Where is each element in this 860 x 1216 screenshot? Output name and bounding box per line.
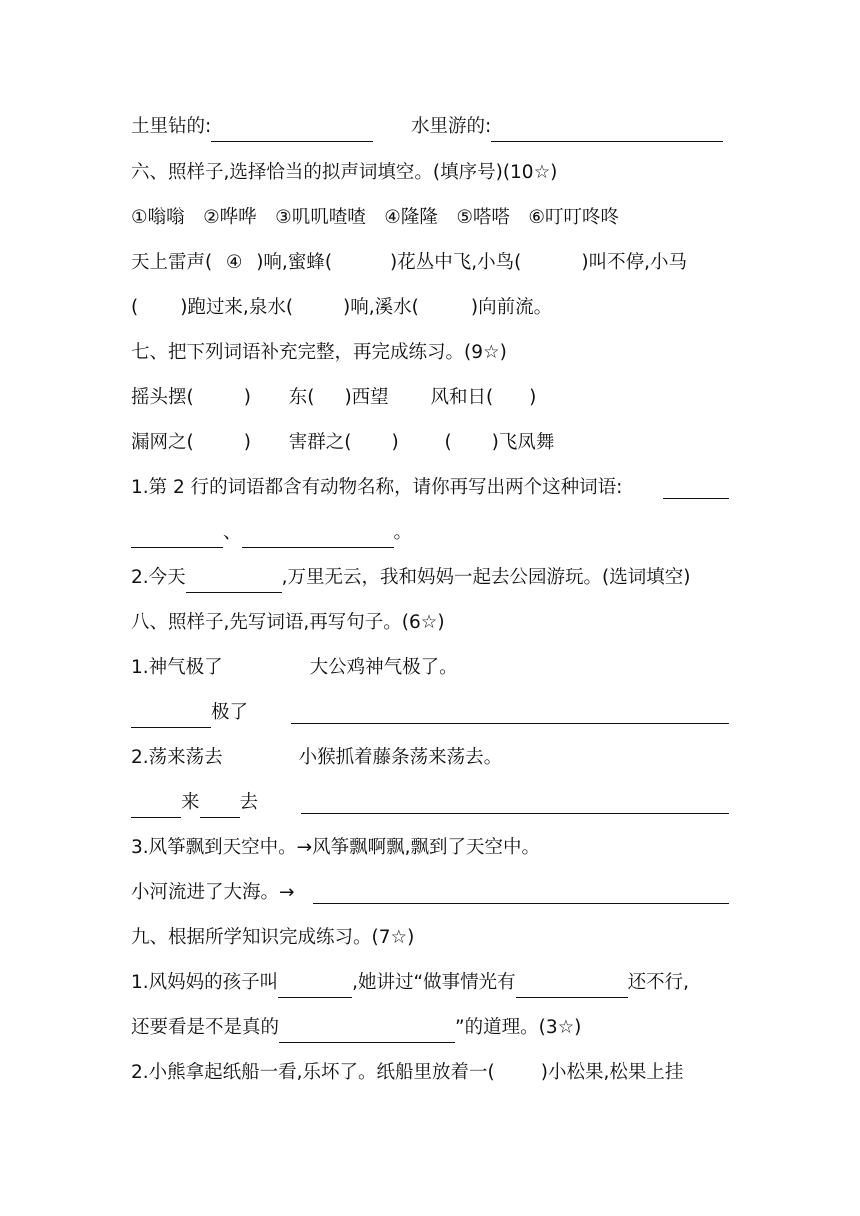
soil-answer-blank[interactable]	[211, 119, 373, 142]
s8-practice-2	[131, 788, 729, 818]
text-segment: )花丛中飞,小鸟(	[390, 252, 522, 273]
example-sentence: 小猴抓着藤条荡来荡去。	[298, 747, 503, 768]
soil-label: 土里钻的:	[131, 116, 212, 137]
sentence-blank[interactable]	[301, 813, 729, 814]
answer-blank[interactable]	[242, 525, 394, 548]
text-segment: 2.今天	[131, 567, 186, 588]
text-segment: 还要看是不是真的	[131, 1017, 280, 1038]
word-item: 摇头摆(	[131, 387, 194, 408]
text-segment: )	[243, 432, 251, 453]
text-segment: 2.小熊拿起纸船一看,乐坏了。纸船里放着一(	[131, 1062, 495, 1083]
text-segment: ,她讲过“做事情光有	[352, 972, 516, 993]
s7-words-row-1	[131, 383, 729, 413]
text-segment: )跑过来,泉水(	[180, 297, 294, 318]
text-segment: 极了	[211, 702, 249, 723]
text-segment: ,万里无云，我和妈妈一起去公园游玩。(选词填空)	[281, 567, 691, 588]
section-6-title: 六、照样子,选择恰当的拟声词填空。(填序号)(10☆)	[131, 162, 558, 183]
text-segment: 、	[223, 522, 242, 543]
word-item: 东(	[288, 387, 315, 408]
s9-question-2	[131, 1058, 729, 1088]
text-segment: )响,蜜蜂(	[256, 252, 333, 273]
text-segment: 。	[393, 522, 413, 543]
s8-practice-3	[131, 878, 729, 908]
text-segment: )飞凤舞	[491, 432, 555, 453]
text-segment: )	[243, 387, 251, 408]
section-8-title: 八、照样子,先写词语,再写句子。(6☆)	[131, 612, 445, 633]
water-answer-blank[interactable]	[491, 119, 723, 142]
example-word: 2.荡来荡去	[131, 747, 223, 768]
section-7-title: 七、把下列词语补充完整，再完成练习。(9☆)	[131, 342, 507, 363]
onomatopoeia-options: ①嗡嗡 ②哗哗 ③叽叽喳喳 ④隆隆 ⑤嗒嗒 ⑥叮叮咚咚	[131, 207, 620, 228]
text-segment: 来	[181, 792, 200, 813]
section-9-title: 九、根据所学知识完成练习。(7☆)	[131, 927, 415, 948]
answer-blank[interactable]	[279, 1020, 455, 1043]
answer-blank[interactable]	[131, 525, 223, 548]
word-item: 害群之(	[288, 432, 352, 453]
answer-blank[interactable]	[200, 795, 240, 818]
question-text: 1.第 2 行的词语都含有动物名称，请你再写出两个这种词语:	[131, 477, 623, 498]
text-segment: 天上雷声(	[131, 252, 213, 273]
s7-question-2	[131, 563, 729, 593]
text-segment: )叫不停,小马	[581, 252, 687, 273]
text-segment: )	[529, 387, 537, 408]
s8-practice-1	[131, 698, 729, 728]
text-segment: 1.风妈妈的孩子叫	[131, 972, 279, 993]
answer-blank[interactable]	[131, 795, 181, 818]
s7-question-1	[131, 473, 729, 503]
s9-question-1	[131, 968, 729, 998]
text-segment: )向前流。	[470, 297, 553, 318]
text-segment: )西望	[344, 387, 389, 408]
s6-question-line-2	[131, 293, 729, 323]
s8-example-1	[131, 653, 729, 683]
word-item: 风和日(	[430, 387, 494, 408]
example-sentence: 大公鸡神气极了。	[309, 657, 458, 678]
word-item: (	[444, 432, 452, 453]
s7-words-row-2	[131, 428, 729, 458]
answer-blank[interactable]	[278, 975, 352, 998]
text-segment: 还不行,	[627, 972, 690, 993]
text-segment: )	[391, 432, 399, 453]
example-word: 1.神气极了	[131, 657, 223, 678]
s7-question-1-cont	[131, 518, 729, 548]
text-segment: 去	[239, 792, 259, 813]
word-item: 漏网之(	[131, 432, 194, 453]
s6-question-line-1	[131, 248, 729, 278]
text-segment: )小松果,松果上挂	[540, 1062, 684, 1083]
animal-fill-line	[131, 112, 729, 142]
answer-blank[interactable]	[516, 975, 628, 998]
answer-blank[interactable]	[186, 570, 282, 593]
text-segment: ”的道理。(3☆)	[455, 1017, 582, 1038]
sentence-blank[interactable]	[313, 903, 729, 904]
example-answer: ④	[225, 252, 243, 273]
answer-blank[interactable]	[131, 705, 211, 728]
s9-question-1-cont	[131, 1013, 729, 1043]
s8-example-3: 3.风筝飘到天空中。→风筝飘啊飘,飘到了天空中。	[131, 837, 541, 858]
text-segment: 小河流进了大海。→	[131, 882, 295, 903]
answer-blank[interactable]	[663, 498, 729, 499]
s8-example-2	[131, 743, 729, 773]
text-segment: (	[131, 297, 139, 318]
water-label: 水里游的:	[411, 116, 492, 137]
sentence-blank[interactable]	[291, 723, 729, 724]
text-segment: )响,溪水(	[343, 297, 419, 318]
